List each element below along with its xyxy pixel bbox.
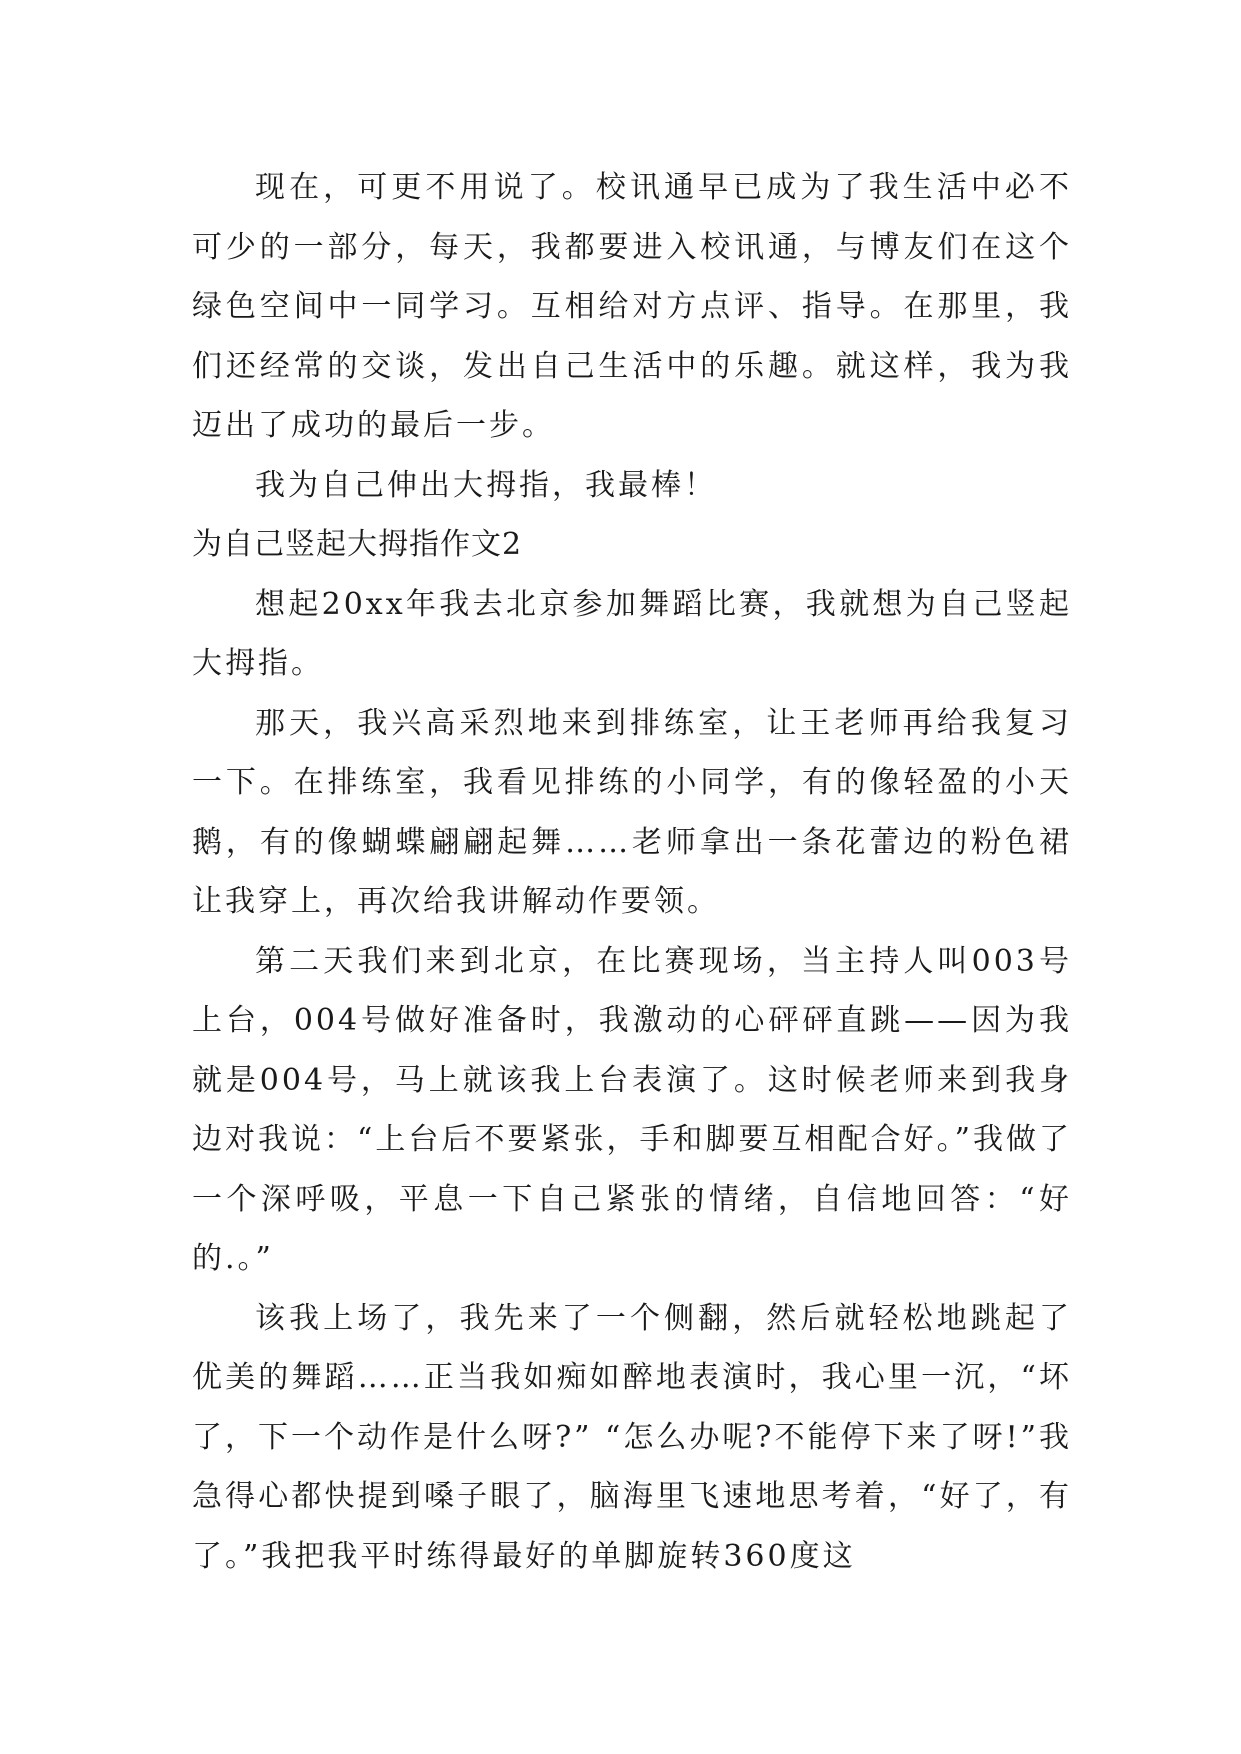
- paragraph: 现在，可更不用说了。校讯通早已成为了我生活中必不可少的一部分，每天，我都要进入校讯通，与博友们在这个绿色空间中一同学习。互相给对方点评、指导。在那里，我们还经常的交谈，发出自己生活中的乐趣。就这样，我为我迈出了成功的最后一步。: [192, 170, 1072, 443]
- paragraph: 第二天我们来到北京，在比赛现场，当主持人叫003号上台，004号做好准备时，我激动的心砰砰直跳——因为我就是004号，马上就该我上台表演了。这时候老师来到我身边对我说：“上台后不要紧张，手和脚要互相配合好。”我做了一个深呼吸，平息一下自己紧张的情绪，自信地回答：“好的.。”: [192, 943, 1072, 1276]
- paragraph: 我为自己伸出大拇指，我最棒！: [255, 467, 717, 503]
- paragraph: 该我上场了，我先来了一个侧翻，然后就轻松地跳起了优美的舞蹈……正当我如痴如醉地表演时，我心里一沉，“坏了，下一个动作是什么呀?” “怎么办呢?不能停下来了呀!”我急得心都快提到嗓子眼了，脑海里飞速地思考着，“好了，有了。”我把我平时练得最好的单脚旋转360度这: [192, 1300, 1072, 1574]
- paragraph: 那天，我兴高采烈地来到排练室，让王老师再给我复习一下。在排练室，我看见排练的小同学，有的像轻盈的小天鹅，有的像蝴蝶翩翩起舞……老师拿出一条花蕾边的粉色裙让我穿上，再次给我讲解动作要领。: [192, 705, 1072, 919]
- document-body: [192, 158, 1072, 1586]
- section-heading: 为自己竖起大拇指作文2: [192, 527, 523, 562]
- paragraph: 想起20xx年我去北京参加舞蹈比赛，我就想为自己竖起大拇指。: [192, 586, 1072, 681]
